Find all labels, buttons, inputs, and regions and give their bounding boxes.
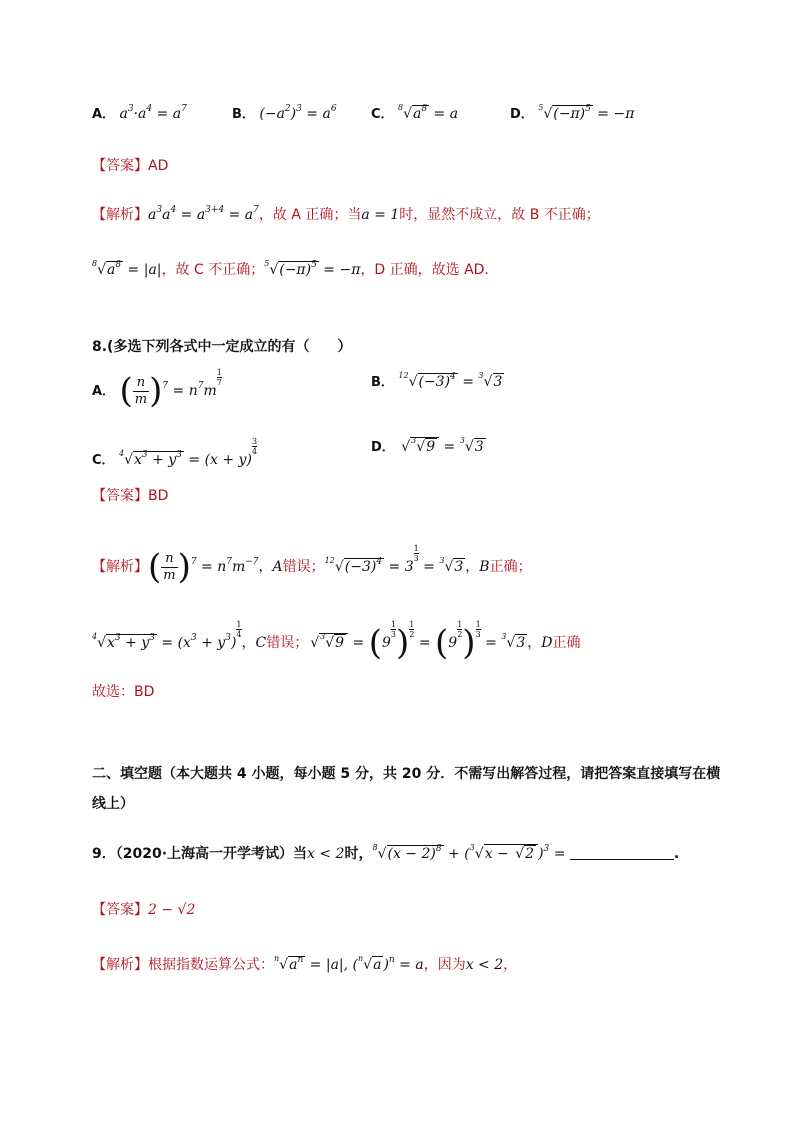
q8-option-d	[371, 437, 486, 458]
q8-option-b-label: B．	[371, 375, 394, 390]
conclusion-text: 故选：BD	[92, 684, 155, 700]
analysis-expr: √ $^3$√ 9 = (9 $\frac{1}{3}$) $\frac{1}{2} = (9$ $\frac{1}{2}$) $\frac{1}{3} = ^3√$ 3	[308, 635, 527, 651]
q8-option-b	[371, 372, 504, 393]
answer-value: 2 − √2	[148, 902, 196, 918]
analysis-text: 错误；	[266, 635, 309, 651]
q8-answer	[92, 486, 168, 506]
q8-analysis-line1: 【解析】( $\frac{n}{m}$ )$^7 = n^7m^{-7}$，A错误；$^{12}$√ $(-3)^4 = 3$ $\frac{1}{3} = ^3√$ 3 ，B正确；	[92, 544, 532, 584]
analysis-text: 正确；	[489, 559, 532, 575]
analysis-expr: $^n$√ $a^n = |a|$, ($^n$√ a )$^n$ = a	[274, 957, 424, 973]
q8-option-b-expr: $^{12}$√ $(-3)^4 = ^3√$ 3	[398, 374, 504, 390]
analysis-expr: ( $\frac{n}{m}$ )$^7 = n^7m^{-7}$	[148, 547, 259, 587]
analysis-text: 根据指数运算公式：	[148, 957, 274, 973]
q7-analysis-line2	[92, 260, 489, 280]
q8-option-a	[92, 368, 222, 411]
q8-option-a-expr: ( $\frac{n}{m}$ )$^7 = n^7m$ $\frac{1}{7}$	[119, 368, 222, 411]
q8-conclusion	[92, 682, 154, 702]
analysis-text: ，D 正确，故选 AD.	[360, 262, 489, 278]
question-stem: 8.(多选下列各式中一定成立的有（ ）	[92, 339, 352, 355]
q8-option-c-expr: $^4$√ $x^3 + y^3 = (x + y)$ $\frac{3}{4}$	[119, 452, 257, 468]
analysis-text: ，故 A 正确；当	[258, 207, 362, 223]
answer-tag: 【答案】	[92, 902, 148, 918]
section-heading: 二、填空题（本大题共 4 小题，每小题 5 分，共 20 分．不需写出解答过程，请把答案直接填写在横	[92, 766, 721, 782]
q7-option-d-label: D．	[510, 107, 534, 122]
q7-option-c-label: C．	[371, 107, 394, 122]
q7-option-c	[371, 104, 458, 125]
analysis-expr: $^5$√ $(-\pi)^5 = -\pi$	[264, 262, 360, 278]
analysis-text: 时，显然不成立，故 B 不正确；	[399, 207, 600, 223]
answer-tag: 【答案】	[92, 488, 148, 504]
q8-option-d-expr: √ $^3$√ 9 = $^3$√ 3	[399, 439, 485, 455]
answer-value: AD	[148, 158, 169, 174]
q7-option-d-expr: $^5$√ $(-\pi)^5 = -\pi$	[538, 106, 634, 122]
answer-tag: 【答案】	[92, 158, 148, 174]
section-heading: 线上）	[92, 796, 134, 812]
analysis-tag: 【解析】	[92, 559, 148, 575]
q7-option-b	[232, 104, 337, 125]
answer-value: BD	[148, 488, 169, 504]
analysis-tag: 【解析】	[92, 957, 148, 973]
q7-option-b-expr: $(-a^2)^3 = a^6$	[259, 104, 337, 122]
q8-option-a-label: A．	[92, 384, 116, 399]
q8-option-c-label: C．	[92, 453, 115, 468]
q7-option-d	[510, 104, 634, 125]
question-suffix: 时，	[344, 846, 373, 862]
analysis-expr: $a^3a^4 = a^{3+4} = a^7$	[148, 205, 259, 223]
q7-option-c-expr: $^8$√ $a^8 = a$	[398, 106, 458, 122]
q9-answer	[92, 900, 195, 920]
q7-analysis-line1	[92, 205, 600, 225]
analysis-expr: $^{12}$√ $(-3)^4 = 3$ $\frac{1}{3} = ^3√$ 3	[325, 559, 466, 575]
q9-expr: $^8$√ $(x - 2)^8 + (^3√$ x − √ 2 )$^3$ =	[372, 846, 569, 862]
analysis-text: 错误；	[282, 559, 325, 575]
condition: x < 2	[307, 846, 345, 862]
q8-stem	[92, 337, 351, 357]
q7-answer	[92, 156, 168, 176]
q9-analysis	[92, 955, 517, 975]
answer-blank[interactable]	[570, 845, 674, 860]
analysis-expr: a = 1	[361, 207, 400, 223]
analysis-expr: $^8$√ $a^8 = |a|$	[92, 262, 162, 278]
analysis-text: 正确	[552, 635, 581, 651]
condition: x < 2	[465, 957, 504, 973]
question-end: .	[673, 846, 680, 862]
analysis-text: ，因为	[423, 957, 466, 973]
section-heading-line1	[92, 764, 720, 784]
analysis-expr: $^4$√ $x^3 + y^3 = (x^3 + y^3)$ $\frac{1}{4}$	[92, 635, 242, 651]
q7-options-row	[92, 104, 187, 125]
q8-analysis-line2: $^4$√ $x^3 + y^3 = (x^3 + y^3)$ $\frac{1}{4}$，C错误；√ $^3$√ 9 = (9 $\frac{1}{3}$) $\frac{1}{2} = (9$ $\frac{1}{2}$) $\frac{1}{3} = ^3√$ 3 ，D正确	[92, 620, 580, 656]
question-prefix: 9．（2020·上海高一开学考试）当	[92, 846, 308, 862]
q7-option-a-label: A．	[92, 107, 116, 122]
q8-option-d-label: D．	[371, 440, 395, 455]
q7-option-b-label: B．	[232, 107, 255, 122]
analysis-tag: 【解析】	[92, 207, 148, 223]
analysis-text: ，故 C 不正确；	[161, 262, 265, 278]
section-heading-line2	[92, 794, 134, 814]
analysis-text: ，	[503, 957, 518, 973]
q8-option-c	[92, 437, 257, 471]
q9-stem	[92, 844, 679, 864]
q7-option-a-expr: $a^3\cdot a^4 = a^7$	[119, 104, 187, 122]
